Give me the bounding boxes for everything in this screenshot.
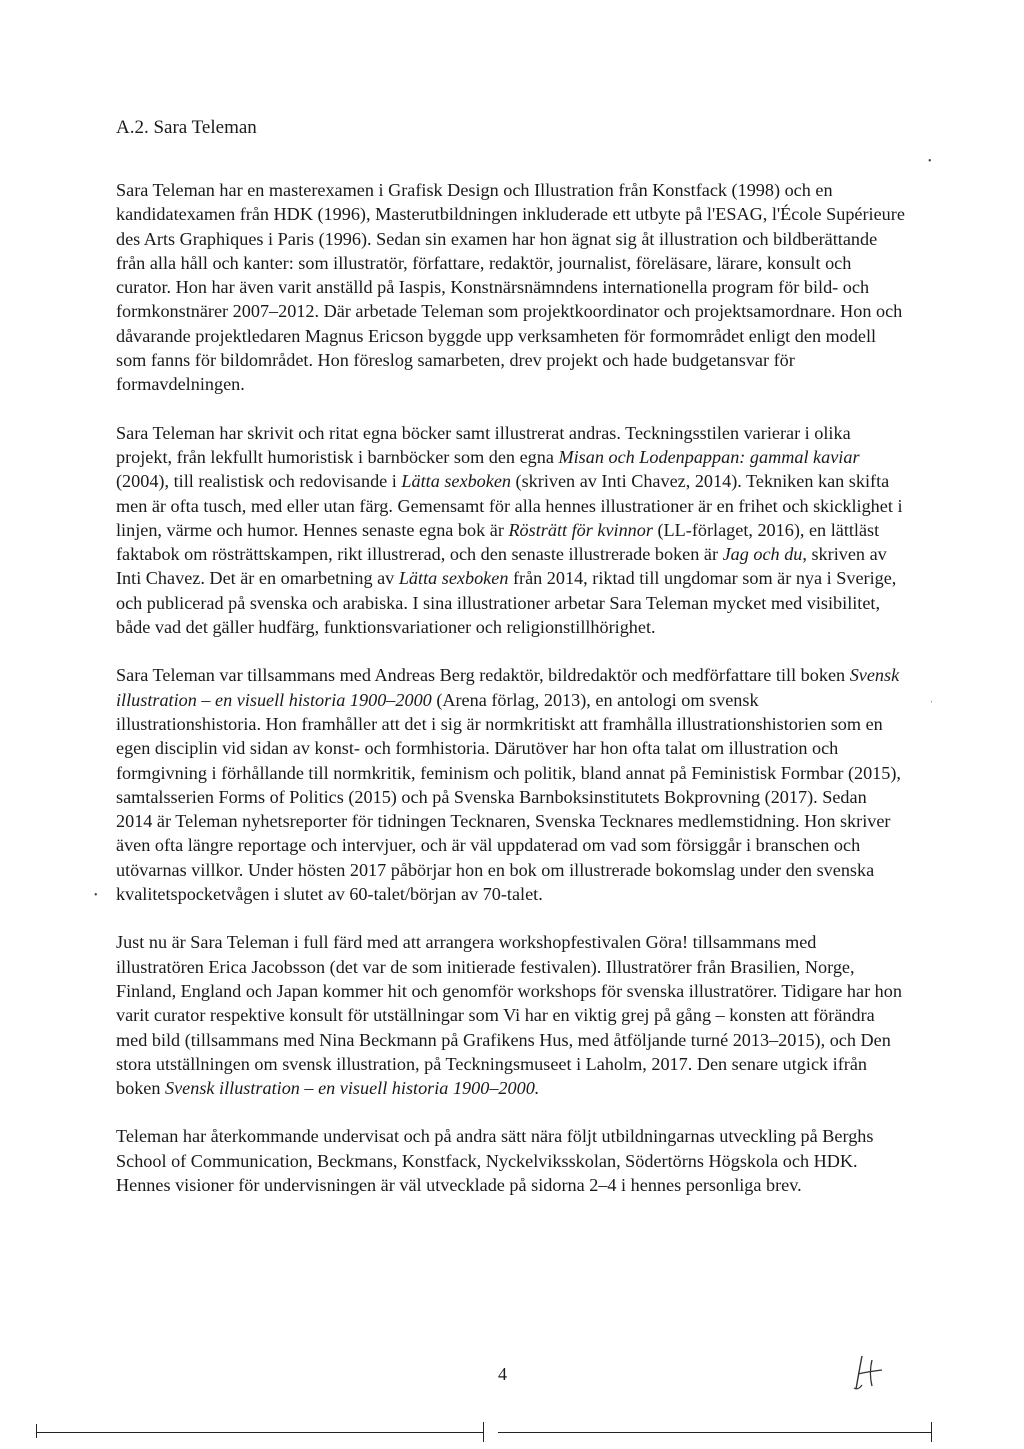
italic-title: Jag och du xyxy=(722,544,803,565)
paragraph-3 xyxy=(116,663,906,906)
text-run: (LL-förlaget, 2016), en lättläst faktabok om rösträttskampen, rikt illustrerad, och den senaste illustrerade boken är xyxy=(116,519,880,565)
text-run: från 2014, riktad till ungdomar som är nya i Sverige, och publicerad på svenska och arabiska. I sina illustrationer arbetar Sara Teleman mycket med visibilitet, både vad det gäller hudfärg, funktionsvariationer och religionstillhörighet. xyxy=(116,568,897,638)
handwritten-signature-icon xyxy=(848,1352,888,1392)
italic-title: Rösträtt för kvinnor xyxy=(508,519,653,540)
paragraph-1 xyxy=(116,178,906,397)
italic-title: Lätta sexboken xyxy=(401,471,511,492)
text-run: Sara Teleman var tillsammans med Andreas Berg redaktör, bildredaktör och medförfattare till boken xyxy=(116,665,850,686)
body-text xyxy=(116,178,906,1221)
italic-title: Svensk illustration – en visuell historia 1900–2000 xyxy=(116,665,900,710)
paragraph-2 xyxy=(116,421,906,640)
scan-border-line xyxy=(483,1422,484,1442)
text-run: Just nu är Sara Teleman i full färd med att arrangera workshopfestivalen Göra! tillsammans med illustratören Erica Jacobsson (det var de som initierade festivalen). Illustratörer från Brasilien, Norge, Finland, England och Japan kommer hit och genomför workshops för svenska illustratörer. Tidigare har hon varit curator respektive konsult för utställningar som Vi har en viktig grej på gång – konsten att förändra med bild (tillsammans med Nina Beckmann på Grafikens Hus, med åtföljande turné 2013–2015), och Den stora utställningen om svensk illustration, på Teckningsmuseet i Laholm, 2017. Den senare utgick ifrån boken xyxy=(116,932,902,1099)
scan-border-line xyxy=(36,1424,37,1438)
scan-mark: ˈ xyxy=(930,700,934,711)
text-run: , skriven av Inti Chavez. Det är en omarbetning av xyxy=(116,544,887,589)
scan-border-line xyxy=(931,1422,932,1442)
scan-border-line xyxy=(498,1432,932,1433)
text-run: Sara Teleman har skrivit och ritat egna böcker samt illustrerat andras. Teckningsstilen varierar i olika projekt, från lekfullt humoristisk i barnböcker som den egna xyxy=(116,422,851,467)
text-run: (skriven av Inti Chavez, 2014). Tekniken kan skifta men är ofta tusch, med eller utan färg. Gemensamt för alla hennes illustrationer är en frihet och skicklighet i linjen, värme och humor. Hennes senaste egna bok är xyxy=(116,471,903,540)
scan-mark: • xyxy=(94,890,98,901)
scan-mark: • xyxy=(928,156,932,167)
italic-title: Misan och Lodenpappan: gammal kaviar xyxy=(558,446,860,467)
page-number: 4 xyxy=(498,1364,507,1384)
text-run: Sara Teleman har en masterexamen i Grafisk Design och Illustration från Konstfack (1998) och en kandidatexamen från HDK (1996), Masterutbildningen inkluderade ett utbyte på l'ESAG, l'École Supérieure des Arts Graphiques i Paris (1996). Sedan sin examen har hon ägnat sig åt illustration och bildberättande från alla håll och kanter: som illustratör, författare, redaktör, journalist, föreläsare, lärare, konsult och curator. Hon har även varit anställd på Iaspis, Konstnärsnämndens internationella program för bild- och formkonstnärer 2007–2012. Där arbetade Teleman som projektkoordinator och projektsamordnare. Hon och dåvarande projektledaren Magnus Ericson byggde upp verksamheten för formområdet enligt den modell som fanns för bildområdet. Hon föreslog samarbeten, drev projekt och hade budgetansvar för formavdelningen. xyxy=(116,180,905,395)
section-title: A.2. Sara Teleman xyxy=(116,117,257,138)
text-run: (2004), till realistisk och redovisande i xyxy=(116,471,402,492)
paragraph-5 xyxy=(116,1124,906,1197)
paragraph-4 xyxy=(116,930,906,1100)
text-run: Teleman har återkommande undervisat och på andra sätt nära följt utbildningarnas utveckling på Berghs School of Communication, Beckmans, Konstfack, Nyckelviksskolan, Södertörns Högskola och HDK. Hennes visioner för undervisningen är väl utvecklade på sidorna 2–4 i hennes personliga brev. xyxy=(116,1126,874,1195)
italic-title: Svensk illustration – en visuell historia 1900–2000. xyxy=(165,1078,540,1099)
italic-title: Lätta sexboken xyxy=(398,568,509,589)
text-run: (Arena förlag, 2013), en antologi om svensk illustrationshistoria. Hon framhåller att det i sig är normkritiskt att framhålla illustrationshistorien som en egen disciplin vid sidan av konst- och formhistoria. Därutöver har hon ofta talat om illustration och formgivning i förhållande till normkritik, feminism och politik, bland annat på Feministisk Formbar (2015), samtalsserien Forms of Politics (2015) och på Svenska Barnboksinstitutets Bokprovning (2017). Sedan 2014 är Teleman nyhetsreporter för tidningen Tecknaren, Svenska Tecknares medlemstidning. Hon skriver även ofta längre reportage och intervjuer, och är väl uppdaterad om vad som försiggår i branschen och utövarnas villkor. Under hösten 2017 påbörjar hon en bok om illustrerade bokomslag under den svenska kvalitetspocketvågen i slutet av 60-talet/början av 70-talet. xyxy=(116,689,901,905)
scan-border-line xyxy=(36,1432,484,1433)
